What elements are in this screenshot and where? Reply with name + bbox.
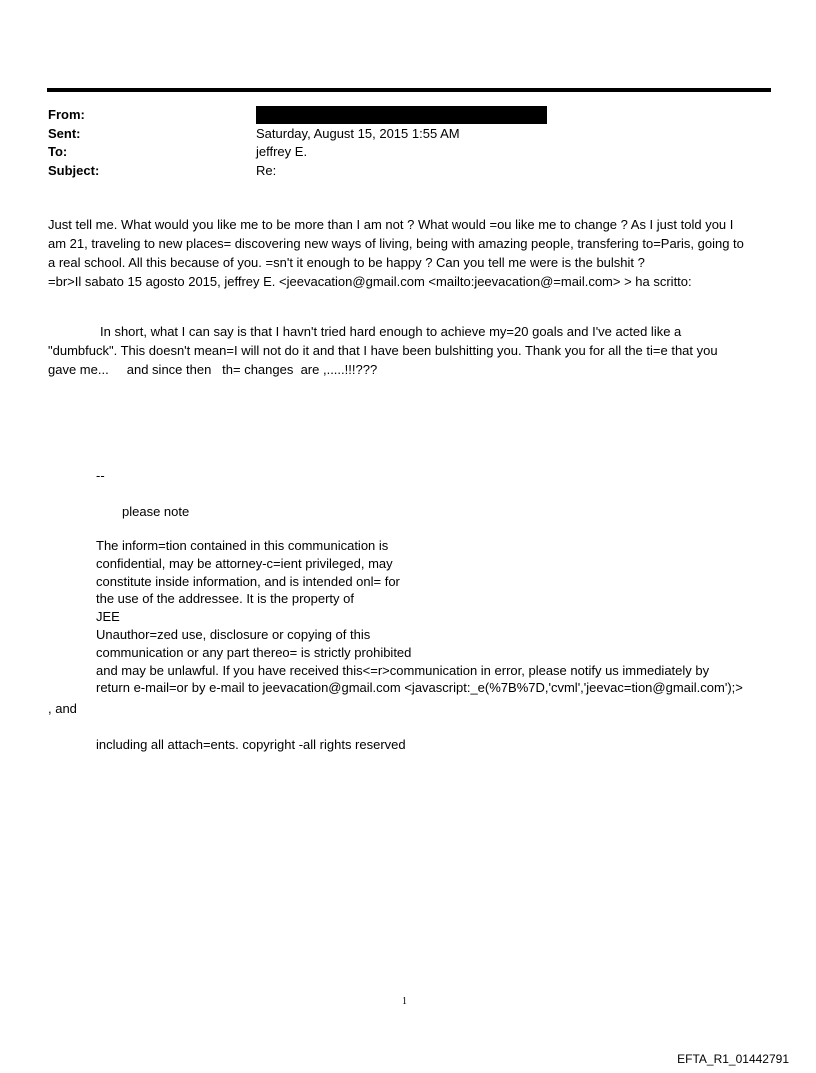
disclaimer-line: communication or any part thereo= is strictly prohibited — [96, 644, 412, 660]
sent-value: Saturday, August 15, 2015 1:55 AM — [256, 125, 460, 141]
body-line: "dumbfuck". This doesn't mean=I will not do it and that I have been bulshitting you. Thank you for all the ti=e that you — [48, 343, 718, 358]
disclaimer-line: constitute inside information, and is intended onl= for — [96, 573, 400, 589]
signature-dash: -- — [96, 468, 105, 483]
body-line: In short, what I can say is that I havn't tried hard enough to achieve my=20 goals and I've acted like a — [100, 324, 682, 339]
disclaimer-line: return e-mail=or by e-mail to jeevacation@gmail.com <javascript:_e(%7B%7D,'cvml','jeevac=tion@gmail.com');> — [96, 680, 743, 696]
disclaimer-line: the use of the addressee. It is the property of — [96, 591, 354, 607]
body-line: =br>Il sabato 15 agosto 2015, jeffrey E. <jeevacation@gmail.com <mailto:jeevacation@=mail.com> > ha scritto: — [48, 274, 692, 289]
body-paragraph-1 — [48, 215, 744, 291]
body-line: a real school. All this because of you. =sn't it enough to be happy ? Can you tell me were is the bulshit ? — [48, 255, 645, 270]
to-label: To: — [48, 144, 68, 159]
body-line: Just tell me. What would you like me to be more than I am not ? What would =ou like me to change ? As I just told you I — [48, 217, 734, 232]
disclaimer-line: JEE — [96, 609, 120, 625]
disclaimer-line: and may be unlawful. If you have received this<=r>communication in error, please notify us immediately by — [96, 662, 710, 678]
disclaimer-line: The inform=tion contained in this communication is — [96, 538, 389, 553]
sent-label: Sent: — [48, 125, 81, 141]
attachment-line: including all attach=ents. copyright -all rights reserved — [96, 737, 406, 752]
body-paragraph-2 — [48, 322, 718, 379]
redaction-box — [256, 106, 547, 124]
bates-number: EFTA_R1_01442791 — [677, 1052, 789, 1066]
disclaimer-line: confidential, may be attorney-c=ient privileged, may — [96, 555, 393, 571]
from-label: From: — [48, 107, 85, 122]
disclaimer-line: Unauthor=zed use, disclosure or copying of this — [96, 626, 371, 642]
please-note: please note — [122, 504, 190, 519]
subject-value: Re: — [256, 162, 277, 178]
email-header — [48, 106, 547, 180]
disclaimer — [96, 537, 743, 697]
header-rule — [47, 88, 771, 92]
and-line: , and — [48, 701, 77, 716]
page-number: 1 — [402, 996, 407, 1007]
subject-label: Subject: — [48, 162, 100, 178]
to-value: jeffrey E. — [256, 144, 308, 159]
body-line: gave me... and since then th= changes are ,.....!!!??? — [48, 362, 378, 377]
body-line: am 21, traveling to new places= discovering new ways of living, being with amazing people, transfering to=Paris, going to — [48, 236, 744, 251]
